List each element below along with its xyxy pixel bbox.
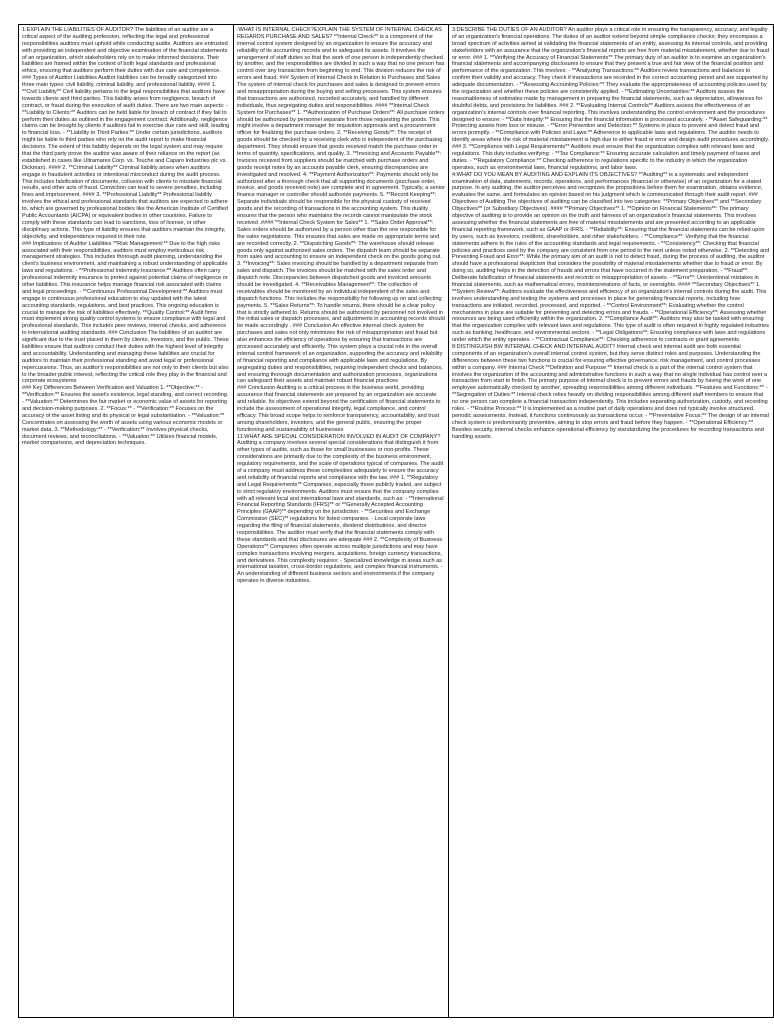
column-right-text: 3:DESCRIBE THE DUTIES OF AN AUDITOR? An auditor plays a critical role in ensuring the transparency, accuracy, and legality of an organization's financial operations. The duties of an auditor extend beyond simple compliance checks; they encompass a broad spectrum of activities aimed at validating the financial statements of an entity, assessing its internal controls, and providing stakeholders with an assurance that the organization's financial reports are free from material misstatement, whether due to fraud or error. ### 1. **Verifying the Accuracy of Financial Statements** The primary duty of an auditor is to examine an organization's financial statements and accompanying disclosures to ensure that they present a true and fair view of the financial position and performance of the organization. This involves: - **Analyzing Transactions:** Auditors review transactions and balances to confirm their validity and accuracy. They check if transactions are recorded in the correct accounting period and are supported by adequate documentation. - **Assessing Accounting Policies:** They evaluate the appropriateness of accounting policies used by the organization and whether these policies are consistently applied. - **Estimating Uncertainties:** Auditors assess the reasonableness of estimates made by management in preparing the financial statements, such as depreciation, allowances for doubtful debts, and provisions for liabilities. ### 2. **Evaluating Internal Controls** Auditors assess the effectiveness of an organization's internal controls over financial reporting. This involves understanding the control environment and the procedures designed to ensure: - **Data Integrity:** Ensuring that the financial information is processed accurately. - **Asset Safeguarding:** Protecting assets from loss or misuse. - **Error Prevention and Detection:** Systems in place to prevent and detect fraud and errors promptly. - **Compliance with Policies and Laws:** Adherence to applicable laws and regulations. The auditor needs to identify areas where the risk of material misstatement is high due to either fraud or error and design audit procedures accordingly. ### 3. **Compliance with Legal Requirements** Auditors must ensure that the organization complies with relevant laws and regulations. This duty includes verifying: - **Tax Compliance:** Ensuring accurate calculation and timely payment of taxes and duties. - **Regulatory Compliance:** Checking adherence to regulations specific to the industry in which the organization operates, such as environmental laws, financial regulations, and labor laws. 4:WHAT DO YOU MEAN BY AUDITING AND EXPLAIN ITS OBJECTIVES? **Auditing** is a systematic and independent examination of data, statements, records, operations, and performances (financial or otherwise) of an organization for a stated purpose. In any auditing, the auditor perceives and recognizes the propositions before them for examination, obtains evidence, evaluates the same, and formulates an opinion based on his judgment which is communicated through their audit report. ### Objectives of Auditing The objectives of auditing can be classified into two categories: **Primary Objectives** and **Secondary Objectives** (or Subsidiary Objectives). #### **Primary Objectives** 1. **Opinion on Financial Statements**: The primary objective of auditing is to provide an opinion on the truth and fairness of an organization's financial statements. This involves assessing whether the financial statements are free of material misstatements and are presented according to an applicable financial reporting framework, such as GAAP or IFRS. - **Reliability**: Ensuring that the financial statements can be relied upon by users, such as investors, creditors, shareholders, and other stakeholders. - **Compliance**: Verifying that the financial statements adhere to the rules of the accounting standards and legal requirements. - **Consistency**: Checking that financial policies and practices used by the company are consistent from one period to the next unless noted otherwise. 2. **Detecting and Preventing Fraud and Error**: While the primary aim of an audit is not to detect fraud, during the process of auditing, the auditor should have a professional skepticism that considers the possibility of material misstatements whether due to fraud or error. By doing so, auditing helps in the detection of frauds and errors that have occurred in the statement preparation. - **Fraud**: Deliberate falsification of financial statements and records or misappropriation of assets. - **Error**: Unintentional mistakes in financial statements, such as mathematical errors, misinterpretations of facts, or oversights. #### **Secondary Objectives** 1. **System Review**: Auditors evaluate the effectiveness and efficiency of an organization's internal controls during the audit. This involves understanding and testing the systems and processes in place for generating financial reports, including how transactions are initiated, recorded, processed, and reported. - **Control Environment**: Evaluating whether the control mechanisms in place are suitable for preventing and detecting errors and frauds. - **Operational Efficiency**: Assessing whether resources are being used efficiently within the organization. 2. **Compliance Audit**: Auditors may also be tasked with ensuring that the organization complies with relevant laws and regulations. This type of audit is often required in highly regulated industries such as banking, healthcare, and environmental sectors. - **Legal Obligations**: Ensuring compliance with laws and regulations under which the entity operates. - **Contractual Compliance**: Checking adherence to contracts or grant agreements 8:DISTINGUISH BW INTERNAL CHECK AND INTERNAL AUDIT? Internal check and internal audit are both essential components of an organization's overall internal control system, but they serve distinct roles and purposes. Understanding the differences between these two functions is crucial for ensuring effective governance, risk management, and control processes within a company. ### Internal Check **Definition and Purpose:** Internal check is a part of the internal control system that involves the organization of the accounting and administrative functions in such a way that no single individual has control over a transaction from start to finish. The primary purpose of internal check is to prevent errors and frauds by having the work of one employee automatically checked by another, spreading responsibilities among different individuals. **Features and Functions:** - **Segregation of Duties:** Internal check relies heavily on dividing responsibilities among different staff members to ensure that no one person can complete a financial transaction independently. This includes separating authorization, custody, and recording roles. - **Routine Process:** It is implemented as a routine part of daily operations and does not typically involve structured, periodic assessments. Instead, it functions continuously as transactions occur. - **Preventative Focus:** The design of an internal check system is predominantly preventive, aiming to stop errors and fraud before they happen. - **Operational Efficiency:** Besides security, internal checks enhance operational efficiency by standardizing the procedures for recording transactions and handling assets. <box>452 27 770 440</box>
column-middle <box>234 25 449 1018</box>
notes-table <box>18 24 774 1018</box>
column-middle-text: :WHAT IS INTERNAL CHECK?EXPLAIN THE SYSTEM OF INTERNAL CHECK AS REGARDS PURCHASE AND SALES? **Internal Check** is a component of the internal control system designed by an organization to ensure the accuracy and reliability of its accounting records and to safeguard its assets. It involves the arrangement of staff duties so that the work of one person is independently checked by another, and the responsibilities are divided in such a way that no one person has control over any transaction from beginning to end. This division reduces the risk of errors and fraud. ### System of Internal Check in Relation to Purchases and Sales The system of internal check for purchases and sales is designed to prevent errors and misappropriation during the buying and selling processes. This system ensures that transactions are authorized, recorded accurately, and handled by different individuals, thus segregating duties and responsibilities. #### **Internal Check System for Purchases** 1. **Authorization of Purchase Orders**: All purchase orders should be authorized by personnel separate from those requesting the goods. This might involve a department manager for requisition approvals and a procurement officer for finalizing the purchase orders. 2. **Receiving Goods**: The receipt of goods should be checked by a receiving clerk who is independent of the purchasing department. They should ensure that goods received match the purchase order in terms of quantity, specifications, and quality. 3. **Invoicing and Accounts Payable**: Invoices received from suppliers should be matched with purchase orders and goods receipt notes by an accounts payable clerk, ensuring discrepancies are investigated and resolved. 4. **Payment Authorization**: Payments should only be authorized after a thorough check that all supporting documents (purchase order, invoice, and goods received note) are complete and in agreement. Typically, a senior finance manager or controller should authorize payments. 5. **Record Keeping**: Separate individuals should be responsible for the physical custody of received goods and the recording of transactions in the accounting system. This duality ensures that the person who maintains the records cannot manipulate the stock received .#### **Internal Check System for Sales** 1. **Sales Order Approval**: Sales orders should be authorized by a person other than the one responsible for the sales negotiations. This ensures that sales are made on appropriate terms and are recorded correctly. 2. **Dispatching Goods**: The warehouse should release goods only against authorized sales orders. The dispatch team should be separate from sales and accounting to ensure an independent check on the goods going out. 3. **Invoicing**: Sales invoicing should be handled by a department separate from sales and dispatch. The invoices should be matched with the sales order and dispatch note. Discrepancies between dispatched goods and invoiced amounts should be investigated. 4. **Receivables Management**: The collection of receivables should be monitored by an individual independent of the sales and dispatch functions. This includes the responsibility for following up on and collecting payments. 5. **Sales Returns**: To handle returns, there should be a clear policy that is strictly adhered to. Returns should be authorized by personnel not involved in the initial sales or dispatch processes, and adjustments in accounting records should be made accordingly . ### Conclusion An effective internal check system for purchases and sales not only minimizes the risk of misappropriation and fraud but also enhances the efficiency of operations by ensuring that transactions are processed accurately and efficiently. This system plays a crucial role in the overall internal control framework of an organization, supporting the accuracy and reliability of financial reporting and compliance with applicable laws and regulations. By segregating duties and responsibilities, requiring independent checks and balances, and ensuring thorough documentation and authorization processes, organizations can safeguard their assets and maintain robust financial practices ### Conclusion Auditing is a critical process in the business world, providing assurance that financial statements are prepared by an organization are accurate and reliable. Its objectives extend beyond the certification of financial statements to include the assessment of operational integrity, legal compliance, and control efficacy. This broad scope helps to reinforce transparency, accountability, and trust among shareholders, investors, and the general public, ensuring the proper functioning and sustainability of businesses 11:WHAT ARE SPECIAL CONSIDERATION INVOLVED IN AUDIT OF COMPANY? Auditing a company involves several special considerations that distinguish it from other types of audits, such as those for small businesses or non-profits. These considerations are primarily due to the complexity of the business environment, regulatory requirements, and the scale of operations typical of companies. The audit of a company must address these complexities adequately to ensure the accuracy and reliability of financial reports and compliance with the law. ### 1. **Regulatory and Legal Requirements** Companies, especially those publicly traded, are subject to strict regulatory environments. Auditors must ensure that the company complies with all relevant local and international laws and standards, such as: - **International Financial Reporting Standards (IFRS)** or **Generally Accepted Accounting Principles (GAAP)** depending on the jurisdiction. - **Securities and Exchange Commission (SEC)** regulations for listed companies. - Local corporate laws regarding the filing of financial statements, dividend distributions, and director responsibilities. The auditor must verify that the financial statements comply with these standards and that disclosures are adequate ### 2. **Complexity of Business Operations** Companies often operate across multiple jurisdictions and may have complex transactions involving mergers, acquisitions, foreign currency transactions, and derivatives. This complexity requires: - Specialized knowledge in areas such as international taxation, cross-border regulations, and complex financial instruments. - An understanding of different business sectors and environments if the company operates in diverse industries. <box>237 27 445 585</box>
column-left <box>19 25 234 1018</box>
column-left-text: 1:EXPLAIN THE LIABILITIES OF AUDITOR? The liabilities of an auditor are a critical aspect of the auditing profession, reflecting the legal and professional responsibilities auditors must uphold while conducting audits. Auditors are entrusted with providing an independent and objective examination of the financial statements of an organization, which stakeholders rely on to make informed decisions. Their liabilities are framed within the context of both legal standards and professional ethics, ensuring that auditors perform their duties with due care and competence. ### Types of Auditor Liabilities Auditor liabilities can be broadly categorized into three main types: civil liability, criminal liability, and professional liability. #### 1. **Civil Liability** Civil liability pertains to the legal responsibilities that auditors have towards clients and third parties. This liability arises from negligence, breach of contract, or fraud during the execution of audit duties. There are two main aspects: - **Liability to Clients:** Auditors can be held liable for breach of contract if they fail to perform their duties as outlined in the engagement contract. Additionally, negligence claims can be brought by clients if auditors fail to exercise due care and skill, leading to financial loss. - **Liability to Third Parties:** Under certain jurisdictions, auditors might be liable to third parties who rely on the audit report to make financial decisions. The extent of this liability depends on the legal system and may require that the third party prove the auditor was aware of their reliance on the report (as established in cases like Ultramares Corp. vs. Touche and Caparo Industries plc vs. Dickman). #### 2. **Criminal Liability** Criminal liability arises when auditors engage in fraudulent activities or intentional misconduct during the audit process. This includes falsification of documents, collusion with clients to misstate financial results, and other acts of fraud. Conviction can lead to severe penalties, including fines and imprisonment. #### 3. **Professional Liability** Professional liability involves the ethical and professional standards that auditors are expected to adhere to, which are governed by professional bodies like the American Institute of Certified Public Accountants (AICPA) or equivalent bodies in other countries. Failure to comply with these standards can lead to sanctions, loss of license, or other disciplinary actions. This type of liability ensures that auditors maintain the integrity, objectivity, and independence required in their role. ### Implications of Auditor Liabilities **Risk Management:** Due to the high risks associated with their responsibilities, auditors must employ meticulous risk management strategies. This includes thorough audit planning, understanding the client's business environment, and maintaining a robust understanding of applicable laws and regulations. - **Professional Indemnity Insurance:** Auditors often carry professional indemnity insurance to protect against potential claims of negligence or other liabilities. This insurance helps manage financial risk associated with claims and legal proceedings. - **Continuous Professional Development:** Auditors must engage in continuous professional education to stay updated with the latest accounting standards, regulations, and best practices. This ongoing education is crucial to manage the risk of liabilities effectively. **Quality Control:** Audit firms must implement strong quality control systems to ensure compliance with legal and professional standards. This includes peer reviews, internal checks, and adherence to international auditing standards. ### Conclusion The liabilities of an auditor are significant due to the trust placed in them by clients, investors, and the public. These liabilities ensure that auditors conduct their duties with the highest level of integrity and accountability. Understanding and managing these liabilities are crucial for auditors to maintain their professional standing and avoid legal or professional repercussions. Thus, an auditor's responsibilities are not only to their clients but also to the broader public interest, reflecting the critical role they play in the financial and corporate ecosystems ### Key Differences Between Verification and Valuation 1. **Objective:** - **Verification:** Ensures the asset's existence, legal standing, and correct recording. - **Valuation:** Determines the fair market or economic value of assets for reporting and decision-making purposes. 2. **Focus:** - **Verification:** Focuses on the accuracy of the asset listing and its physical or legal substantiation. - **Valuation:** Concentrates on assessing the worth of assets using various economic models or market data. 3. **Methodology:** - **Verification:** Involves physical checks, document reviews, and reconciliations. - **Valuation:** Utilizes financial models, market comparisons, and depreciation techniques. <box>22 27 230 447</box>
column-right <box>449 25 774 1018</box>
notes-row <box>19 25 774 1018</box>
